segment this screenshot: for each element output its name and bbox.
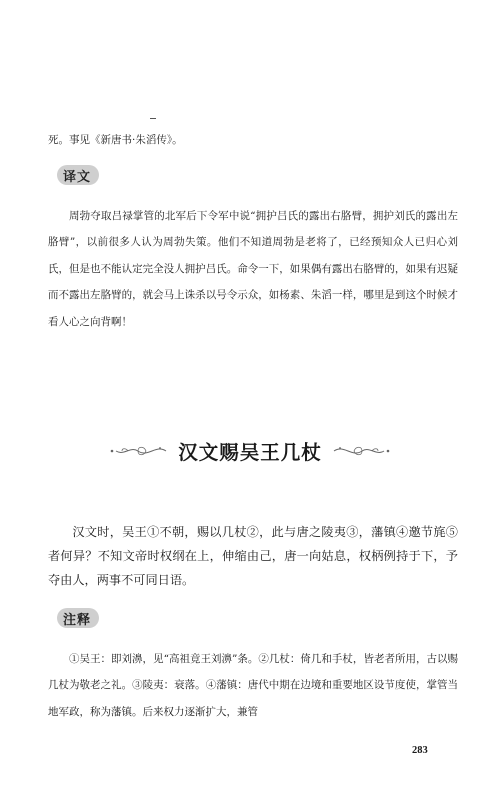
article-title: 汉文赐吴王几杖 [178,441,322,464]
left-ornament-icon [108,440,168,462]
translation-label [63,166,91,184]
article-title-row [100,434,400,468]
print-mark [150,118,156,119]
annotation-label [63,609,91,627]
annotation-label-text: 注释 [63,612,92,628]
translation-label-text: 译文 [63,169,92,185]
notes-paragraph: ①吴王：即刘濞，见“高祖竟王刘濞”条。②几杖：倚几和手杖，皆老者所用，古以赐几杖为敬老之礼。③陵夷：衰落。④藩镇：唐代中期在边境和重要地区设节度使，掌管当地军政，称为藩镇。后来权力逐渐扩大，兼管 [48,653,458,718]
main-paragraph: 汉文时，吴王①不朝，赐以几杖②，此与唐之陵夷③，藩镇④邀节旄⑤者何异？不知文帝时权纲在上，伸缩由己，唐一向姑息，权柄例持于下，予夺由人，两事不可同日语。 [48,525,458,587]
translation-paragraph: 周勃夺取吕禄掌管的北军后下令军中说“拥护吕氏的露出右胳臂，拥护刘氏的露出左胳臂”，以前很多人认为周勃失策。他们不知道周勃是老将了，已经预知众人已归心刘氏，但是也不能认定完全没人拥护吕氏。命令一下，如果偶有露出右胳臂的，如果有迟疑而不露出左胳臂的，就会马上诛杀以号令示众，如杨素、朱滔一样，哪里是到这个时候才看人心之向背啊！ [48,210,458,328]
top-fragment-text: 死。事见《新唐书·朱滔传》。 [48,134,183,146]
right-ornament-icon [332,440,392,462]
page-number: 283 [412,745,428,756]
